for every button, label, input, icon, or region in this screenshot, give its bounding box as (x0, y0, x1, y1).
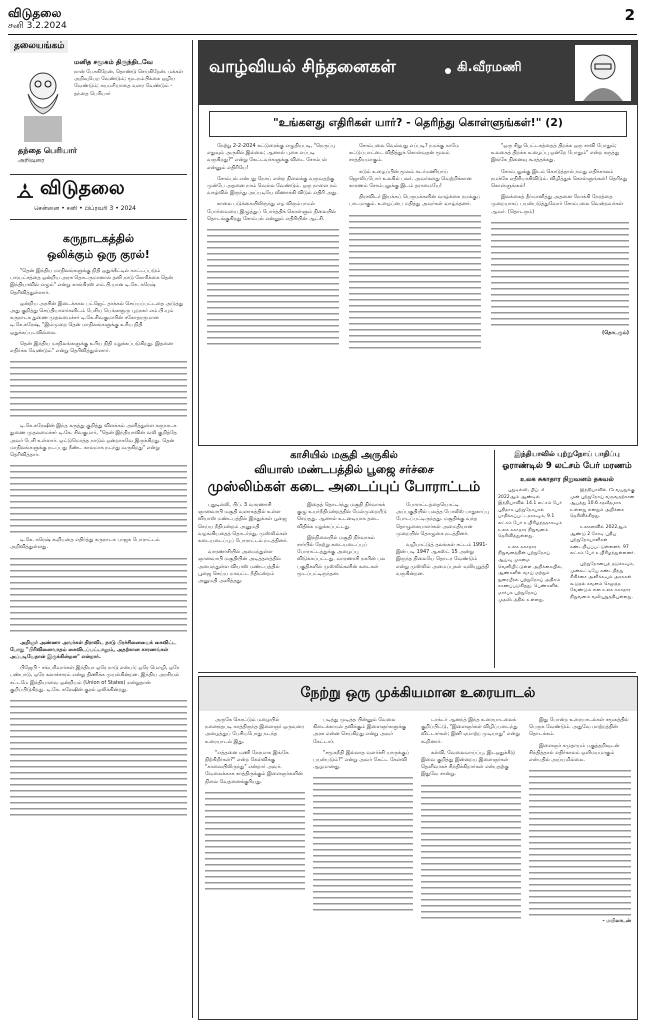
top-article-text-placeholder (207, 227, 339, 347)
bottom-article-col3 (421, 717, 521, 1013)
middle-headline-line1: காசியில் மசூதி அருகில் (290, 450, 398, 461)
top-article-paragraph: இலக்கைத் தீர்மானித்து அதனை நோக்கி நேரத்தை முறையாகப் பயன்படுத்துவோர் சோம்பலை வென்றவர்கள் ஆவர். (தொடரும்) (491, 194, 624, 215)
founder-quote-text: நான் பேசுகிறேன், தொண்டு செய்கிறேன். மக்கள் அறிவுபெற வேண்டும்; மூடநம்பிக்கை ஒழிய வேண்டும்; சுயமரியாதை வளர வேண்டும் - தந்தை பெரியார் (74, 69, 183, 97)
bottom-article-paragraph: படித்து முடித்த பின்னும் வேலை கிடைக்காமல் தவிக்கும் இளைஞர்களுக்கு அரசு என்ன செய்கிறது என்று அவர் கேட்டார். (313, 717, 407, 745)
middle-article-paragraph: வாரணாசியில் அமைந்துள்ள ஞானவாபி மசூதியின் அடித்தளத்தில் அமைந்துள்ள வியாஸ் மண்டபத்தில் பூஜை செய்ய மாவட்ட நீதிமன்றம் அனுமதி அளித்தது. (198, 549, 281, 585)
right-article-paragraph: உலக சுகாதார நிறுவனத்தின் புற்றுநோய் ஆய்வு முகமை வெளியிட்டுள்ள அறிக்கையில், ஆண்களில் வாய் மற்றும் நுரையீரல் புற்றுநோய் அதிகம் காணப்படுகிறது. பெண்களில் மார்பக புற்றுநோய் முதலிடத்தில் உள்ளது. (498, 544, 563, 603)
masthead-divider (8, 34, 637, 35)
bottom-article-col1 (205, 717, 305, 1013)
editorial-title-line2: ஒலிக்கும் ஒரு குரல்! (47, 248, 150, 261)
bottom-article-paragraph: இளைஞர் சமுதாயம் பகுத்தறிவுடன் சிந்தித்தால் எதிர்காலம் ஒளிமயமாகும் என்பதில் அய்யமில்லை. (529, 742, 620, 764)
right-headline-line1: இந்தியாவில் புற்றுநோய் பாதிப்பு (514, 450, 620, 458)
founder-portrait (14, 64, 72, 144)
bottom-article-text-placeholder (529, 768, 631, 918)
founder-name: தந்தை பெரியார் (18, 146, 78, 155)
series-title: வாழ்வியல் சிந்தனைகள் (209, 57, 396, 77)
top-article-paragraph: திராவிடர் இயக்கப் பெருமக்களின் வாழ்க்கை நமக்குப் பாடமாகும். உழைப்பை மதித்து அவர்கள் வாழ்ந்தனர். (349, 194, 481, 208)
bottom-article (198, 676, 638, 1020)
bottom-article-paragraph: "சமூகநீதி இல்லாத வளர்ச்சி யாருக்குப் பயன்படும்?" என்று அவர் கேட்ட கேள்வி ஆழமானது. (313, 749, 410, 771)
column-divider (192, 40, 193, 1018)
left-column (8, 40, 189, 1018)
banner-date: சென்னை • சனி • பிப்ரவரி 3 • 2024 (34, 205, 136, 212)
bottom-headline-box (199, 677, 637, 711)
section-label: தலையங்கம் (10, 40, 68, 53)
bottom-article-signoff: - மயிலாடன் (602, 918, 631, 925)
top-article-paragraph: "ஒரு சிறு பெட்டகத்தைத் திறக்க ஒரு சாவி போதும்; உலகைத் திறக்க உழைப்பு ஒன்றே போதும்" என்ற கருத்து இங்கே நினைவு கூரத்தக்கது. (491, 143, 620, 164)
page-number: 2 (624, 6, 635, 24)
bottom-article-paragraph: "எத்தனை மணி நேரமாக இங்கே நிற்கிறீர்கள்?" என்ற கேள்விக்கு "காலையிலிருந்து" என்றார் அவர். வேலைக்காக காத்திருக்கும் இளைஞர்களின் நிலை வேதனைக்குரியது. (205, 749, 303, 785)
masthead-paper-name: விடுதலை (8, 6, 62, 20)
bottom-article-col2 (313, 717, 413, 1013)
middle-article-col2 (297, 502, 389, 666)
right-article-paragraph: உலகளவில் 2022ஆம் ஆண்டு 2 கோடி புதிய புற்றுநோயாளிகள் கண்டறியப்பட்டுள்ளனர். 97 லட்சம் பேர் உயிரிழந்துள்ளனர். (570, 524, 636, 557)
top-article-col1 (207, 143, 339, 437)
bottom-article-paragraph: கல்வி, வேலைவாய்ப்பு, இடஒதுக்கீடு இவை குறித்து இன்றைய இளைஞர்கள் தெளிவாகச் சிந்திக்கிறார்கள் என்பதற்கு இதுவே சான்று. (421, 749, 515, 778)
series-banner (199, 41, 637, 105)
bottom-headline: நேற்று ஒரு முக்கியமான உரையாடல் (300, 685, 536, 701)
paper-banner (10, 174, 187, 220)
top-article-paragraph: காலை படுக்கையிலிருந்து எழ விரும்பாமல் போர்வையை இழுத்துப் போர்த்திக் கொள்ளும் நிலையில் தொடங்குகிறது சோம்பல் என்னும் எதிரியின் ஆட்சி. (207, 201, 336, 222)
editorial-text-placeholder (10, 359, 187, 419)
author-name: கி.வீரமணி (457, 60, 522, 75)
founder-role: அறிவுரை (18, 157, 45, 164)
editorial-title-line1: கருநாடகத்தில் (62, 232, 135, 245)
editorial-paragraph: டி.கே. சுரேஷ் கூறியதை எதிர்த்து கருநாடக பாஜக போராட்டம் அறிவித்துள்ளது. (10, 537, 160, 551)
author-separator (445, 68, 451, 74)
author-portrait (575, 45, 631, 101)
middle-headline-line3: முஸ்லிம்கள் கடை அடைப்புப் போராட்டம் (207, 479, 481, 495)
bottom-article-text-placeholder (205, 790, 305, 890)
editorial-text-placeholder (10, 698, 187, 818)
bottom-article-paragraph: டாக்டர் ஆனந்த் இந்த உரையாடலைக் குறிப்பிட்டு, "இளைஞர்கள் விழிப்படைந்து விட்டார்கள்; இனி ஏமாற்ற முடியாது" என்று கூறினார். (421, 717, 520, 745)
masthead-date: சனி 3.2.2024 (8, 21, 67, 31)
bottom-article-col4 (529, 717, 631, 1013)
middle-article (198, 450, 490, 668)
bottom-article-paragraph: இது போன்ற உரையாடல்கள் சமூகத்தில் பெருக வேண்டும். அதுவே மாற்றத்தின் தொடக்கம். (529, 717, 629, 738)
top-article-paragraph: சோம்பலுக்கு இடம் கொடுத்தால் நமது எதிர்காலம் நமக்கே எதிரியாகிவிடும். விழித்துக் கொள்ளுங்கள்! தெரிந்து கொள்ளுங்கள்! (491, 168, 628, 190)
middle-article-paragraph: போராட்டத்தையொட்டி அப்பகுதியில் பலத்த போலீஸ் பாதுகாப்பு போடப்பட்டிருந்தது. மசூதிக்கு வந்த தொழுகையாளர்கள் அமைதியான முறையில் தொழுகை நடத்தினர். (396, 502, 490, 537)
right-article-paragraph: புதுடில்லி, பிப். 3 2022ஆம் ஆண்டில் இந்தியாவில் 14.1 லட்சம் பேர் புதிதாக புற்றுநோயால் பாதிக்கப்பட்டதாகவும், 9.1 லட்சம் பேர் உயிரிழந்ததாகவும் உலக சுகாதார நிறுவனம் தெரிவித்துள்ளது. (498, 488, 562, 540)
right-article-col1 (498, 488, 564, 666)
editorial-paragraph: டி.கே.சுரேஷின் இந்த கருத்து குறித்து விளக்கம் அளித்துள்ள கருநாடக துணை முதலமைச்சர் டி.கே. சிவகுமார், "தென் இந்தியாவின் வலி குறித்தே அவர் பேசி உள்ளார். ஒட்டுமொத்த நாடும் ஒன்றாகவே இருக்கிறது. தென் மாநிலங்களுக்கு நடப்பது நீண்ட காலமாக நடந்து வருகிறது" என்று தெரிவித்தார். (10, 423, 177, 459)
masthead (8, 4, 637, 34)
headline-box (209, 111, 627, 137)
bottom-article-paragraph: அருகே கொட்டும் மழையில் நனைந்தபடி காத்திருந்த இளைஞர் ஒருவரை அழைத்துப் பேசியபோது நடந்த உரையாடல் இது. (205, 717, 304, 745)
banner-title: விடுதலை (40, 177, 125, 199)
top-article (198, 40, 638, 446)
editorial-paragraph: "தென் இந்திய மாநிலங்களுக்கு நிதி ஒதுக்கீட்டில் காட்டப்படும் பாரபட்சத்தை ஒன்றிய அரசு தொடருமானால் தனி நாடு கோரிக்கை தென் இந்தியாவில் எழும்" என்று காங்கிரஸ் எம்.பி.யான டி.கே. சுரேஷ் தெரிவித்துள்ளார். (10, 268, 174, 296)
column-divider (494, 450, 495, 668)
top-article-paragraph: கடும் உழைப்பின் மூலம் சுடர்மணியாய் ஜொலிப்போர் உலகில் பலர். அவர்களது வெற்றிக்கான காரணம் சோம்பலுக்கு இடம் தராமையே! (349, 168, 472, 190)
top-article-signoff: (தொடரும்) (602, 329, 629, 336)
middle-article-col1 (198, 502, 290, 666)
right-article-paragraph: இந்தியாவில் 75 வயதுக்கு முன் புற்றுநோய் வருவதற்கான ஆபத்து 10.6 சதவீதமாக உள்ளது என்றும் அறிக்கை தெரிவிக்கிறது. (570, 488, 635, 520)
editorial-paragraph: அறிஞர் அண்ணா அவர்கள் திராவிட நாடு பிரச்சினையைக் கைவிட்ட போது "பிரிவினைவாதம் கைவிடப்பட்டாலும், அதற்கான காரணங்கள் அப்படியேதான் இருக்கின்றன" என்றார். (10, 639, 177, 661)
middle-headline-line2: வியாஸ் மண்டபத்தில் பூஜை சர்ச்சை (254, 463, 434, 476)
lamp-icon (14, 179, 36, 201)
top-article-col2 (349, 143, 481, 437)
bottom-article-text-placeholder (313, 775, 413, 915)
right-headline-line2: ஓராண்டில் 9 லட்சம் பேர் மரணம் (502, 461, 632, 471)
middle-article-paragraph: வழிபாட்டுத் தலங்கள் சட்டம் 1991-இன் படி 1947 ஆகஸ்ட் 15 அன்று இருந்த நிலையே தொடர வேண்டும் என்று முஸ்லிம் அமைப்புகள் வலியுறுத்தி வருகின்றன. (396, 542, 489, 577)
founder-quote-head: மனித சமூகம் திருந்திடவே (74, 58, 153, 66)
editorial-paragraph: பிஜேபி - சங்பரிவார்கள் இந்தியா ஒரே நாடு என்பர்; ஒரே மொழி, ஒரே பண்பாடு, ஒரே கலாச்சாரம் என்று திணிக்க முயல்கின்றன. இந்திய அரசியல் சட்டமே இந்தியாவை ஒன்றியம் (Union of States) என்றுதான் குறிப்பிடுகிறது. டி.கே. சுரேஷின் குரல் ஒலிக்கின்றது. (10, 665, 180, 693)
section-divider (198, 672, 636, 673)
middle-article-paragraph: புதுடில்லி, பிப். 3 வாரணாசி ஞானவாபி மசூதி வளாகத்தில் உள்ள வியாஸ் மண்டபத்தில் இந்துக்கள் பூஜை செய்ய நீதிமன்றம் அனுமதி வழங்கியதைத் தொடர்ந்து, முஸ்லிம்கள் கடையடைப்புப் போராட்டம் நடத்தினர். (198, 502, 288, 545)
top-article-col3 (491, 143, 629, 437)
editorial-text-placeholder (10, 556, 187, 636)
top-article-paragraph: நேற்று 2-2-2024 கட்டுரைக்கு எழுதியபடி, "நெருப்பு எதுவும் அருகில் இல்லை; ஆனால் புகை எப்படி வருகிறது?" என்று கேட்டவர்களுக்கு விடை சோம்பல் என்னும் எதிரியே! (207, 143, 336, 171)
editorial-paragraph: ஒன்றிய அரசின் இடைக்கால பட்ஜெட் தாக்கல் செய்யப்பட்டதை அடுத்து அது குறித்து செய்தியாளர்களிடம் பேசிய பெங்களூரு புறநகர் எம்.பி.யும் கருநாடக துணை முதலமைச்சர் டி.கே.சிவகுமாரின் சகோதரருமான டி.கே.சுரேஷ், "இம்முறை தென் மாநிலங்களுக்கு உரிய நிதி ஒதுக்கப்படவில்லை. (10, 300, 184, 336)
right-subhead: உலக சுகாதார நிறுவனம் தகவல் (520, 475, 614, 483)
top-article-paragraph: சோம்பலை வெல்வது எப்படி? நமக்கு நாமே கட்டுப்பாட்டை விதித்துக் கொள்வதன் மூலம் சாத்தியமாகும். (349, 143, 460, 164)
top-article-paragraph: சோம்பல் என்பது நோய் என்ற நிலைக்கு வருவதற்கு முன்பே அதனை நாம் வெல்ல வேண்டும். ஒரு நாளை நம் வாழ்வில் இருந்து அப்படியே வீணாக்கி விடும் எதிரி அது. (207, 175, 338, 197)
top-article-text-placeholder (491, 220, 629, 330)
bottom-article-text-placeholder (421, 783, 521, 923)
right-article-col2 (570, 488, 636, 666)
middle-article-col3 (396, 502, 490, 666)
editorial-body (10, 268, 187, 1013)
right-article-paragraph: புற்றுநோயைத் தடுக்கவும், முன்கூட்டியே கண்டறிந்து சிகிச்சை அளிக்கவும் அரசுகள் கூடுதல் கவனம் செலுத்த வேண்டும் என உலக சுகாதார நிறுவனம் வலியுறுத்தியுள்ளது. (570, 561, 635, 600)
editorial-paragraph: தென் இந்திய மாநிலங்களுக்கு உரிய நிதி மறுக்கப்படுகிறது. இதனை எதிர்க்க வேண்டும்" என்று தெரிவித்துள்ளார். (10, 340, 173, 355)
middle-article-paragraph: இதைத் தொடர்ந்து மசூதி நிர்வாகக் குழு உயர்நீதிமன்றத்தில் மேல்முறையீடு செய்தது. ஆனால் உடனடியாக தடை விதிக்க மறுக்கப்பட்டது. (297, 502, 387, 530)
top-article-text-placeholder (349, 213, 481, 353)
middle-article-paragraph: இந்நிலையில் மசூதி நிர்வாகம் சார்பில் நேற்று கடையடைப்புப் போராட்டத்துக்கு அழைப்பு விடுக்கப்பட்டது. வாரணாசி நகரின் பல பகுதிகளில் முஸ்லிம்களின் கடைகள் மூடப்பட்டிருந்தன. (297, 534, 386, 577)
top-article-headline: "உங்களது எதிரிகள் யார்? - தெரிந்து கொள்ளுங்கள்!" (2) (273, 116, 563, 129)
founder-block (10, 56, 187, 166)
editorial-text-placeholder (10, 463, 187, 533)
right-article (498, 450, 636, 668)
